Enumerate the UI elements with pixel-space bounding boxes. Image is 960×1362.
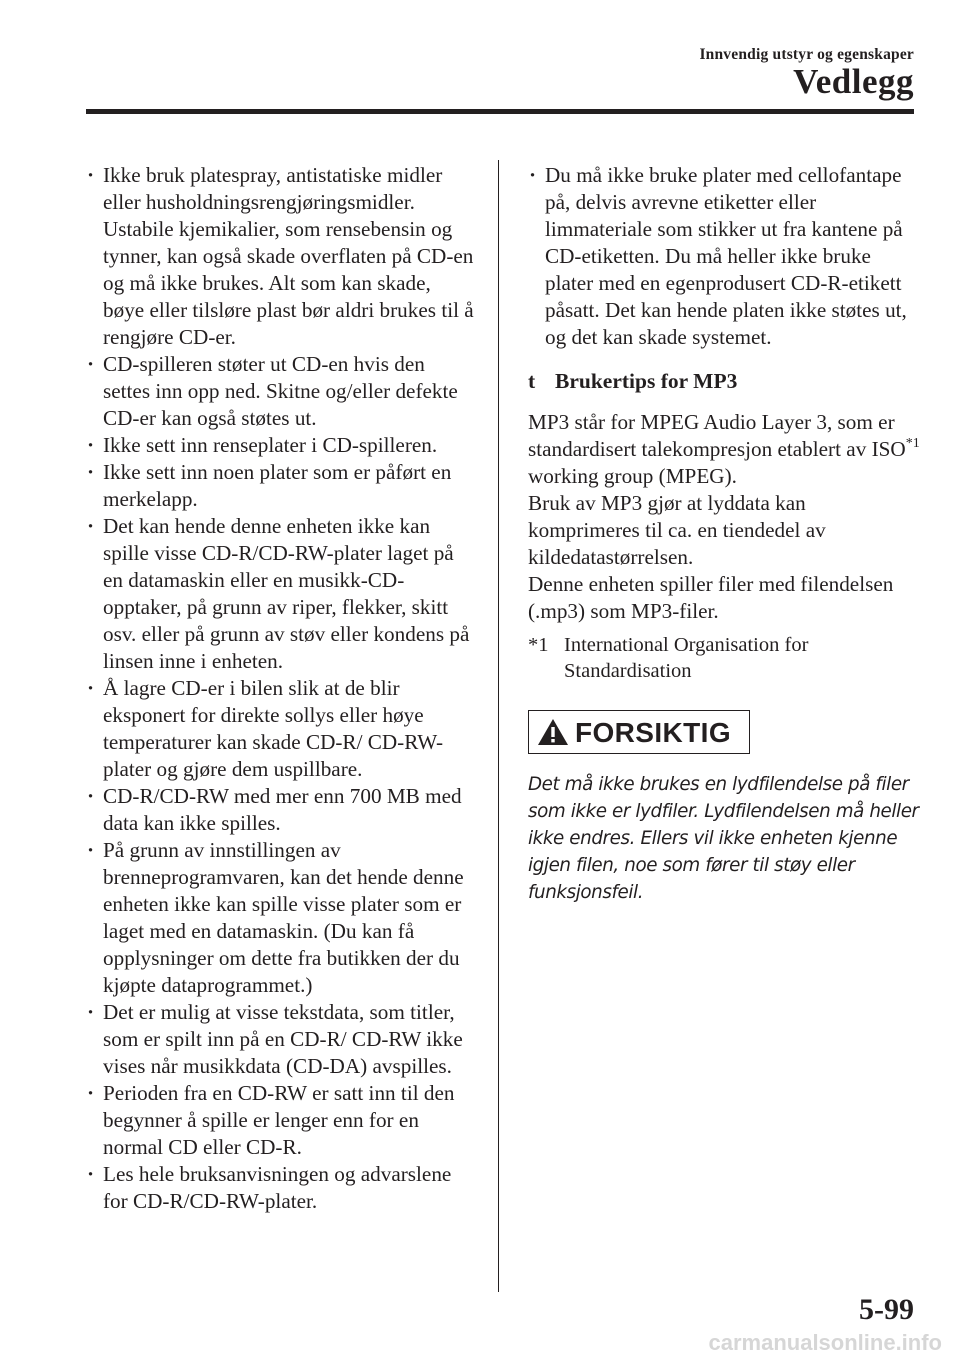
header-rule [86, 109, 914, 114]
section-marker-icon: t [528, 369, 536, 393]
list-item: · CD-R/CD-RW med mer enn 700 MB med data kan ikke spilles. [86, 783, 476, 837]
caution-box [528, 710, 750, 754]
mp3-paragraph-text: MP3 står for MPEG Audio Layer 3, som er standardisert talekompresjon etablert av ISO [528, 410, 906, 461]
right-bullet-list [528, 162, 920, 351]
list-item: · Du må ikke bruke plater med cellofantape på, delvis avrevne etiketter eller limmateriale som stikker ut fra kantene på CD-etiketten. Du må heller ikke bruke plater med en egenprodusert CD-R-etikett påsatt. Det kan hende platen ikke støtes ut, og det kan skade systemet. [528, 162, 920, 351]
mp3-paragraph-text-end: working group (MPEG). [528, 464, 737, 488]
list-item: · CD-spilleren støter ut CD-en hvis den settes inn opp ned. Skitne og/eller defekte CD-er kan også støtes ut. [86, 351, 476, 432]
list-item: · Ikke bruk platespray, antistatiske midler eller husholdningsrengjøringsmidler. Ustabile kjemikalier, som rensebensin og tynner, kan også skade overflaten på CD-en og må ikke brukes. Alt som kan skade, bøye eller tilsløre plast bør aldri brukes til å rengjøre CD-er. [86, 162, 476, 351]
list-item: · Det kan hende denne enheten ikke kan spille visse CD-R/CD-RW-plater laget på en datamaskin eller en musikk-CD-opptaker, på grunn av riper, flekker, skitt osv. eller på grunn av støv eller kondens på linsen inne i enheten. [86, 513, 476, 675]
column-divider [498, 160, 499, 1292]
footnote-text: International Organisation for Standardisation [564, 634, 809, 682]
left-column [86, 162, 476, 1215]
mp3-paragraph [528, 409, 920, 490]
file-extension-paragraph: Denne enheten spiller filer med filendelsen (.mp3) som MP3-filer. [528, 572, 894, 623]
list-item: · Det er mulig at visse tekstdata, som titler, som er spilt inn på en CD-R/ CD-RW ikke vises når musikkdata (CD-DA) avspilles. [86, 999, 476, 1080]
warning-icon [537, 718, 569, 746]
list-item: · Perioden fra en CD-RW er satt inn til den begynner å spille er lenger enn for en normal CD eller CD-R. [86, 1080, 476, 1161]
list-item: · Les hele bruksanvisningen og advarslene for CD-R/CD-RW-plater. [86, 1161, 476, 1215]
footnote-mark: *1 [528, 634, 549, 656]
list-item: · Ikke sett inn noen plater som er påført en merkelapp. [86, 459, 476, 513]
header-subtitle: Innvendig utstyr og egenskaper [699, 46, 914, 63]
page-number: 5-99 [859, 1293, 914, 1326]
list-item: · Å lagre CD-er i bilen slik at de blir eksponert for direkte sollys eller høye temperaturer kan skade CD-R/ CD-RW-plater og gjøre dem uspillbare. [86, 675, 476, 783]
right-column [528, 162, 920, 924]
compression-paragraph: Bruk av MP3 gjør at lyddata kan komprimeres til ca. en tiendedel av kildedatastørrelsen. [528, 491, 826, 569]
caution-label: FORSIKTIG [575, 716, 732, 748]
footnote-reference: *1 [905, 436, 920, 451]
section-title: Brukertips for MP3 [555, 369, 738, 393]
left-bullet-list [86, 162, 476, 1215]
footnote [528, 632, 920, 684]
watermark: carmanualsonline.info [708, 1330, 942, 1355]
caution-text: Det må ikke brukes en lydfilendelse på filer som ikke er lydfiler. Lydfilendelsen må heller ikke endres. Ellers vil ikke enheten kjenne igjen filen, noe som fører til støy eller funksjonsfeil. [528, 774, 919, 903]
section-heading [528, 368, 920, 395]
list-item: · Ikke sett inn renseplater i CD-spilleren. [86, 432, 476, 459]
list-item: · På grunn av innstillingen av brenneprogramvaren, kan det hende denne enheten ikke kan spille visse plater som er laget med en datamaskin. (Du kan få opplysninger om dette fra butikken der du kjøpte dataprogrammet.) [86, 837, 476, 999]
page-title: Vedlegg [793, 62, 914, 101]
